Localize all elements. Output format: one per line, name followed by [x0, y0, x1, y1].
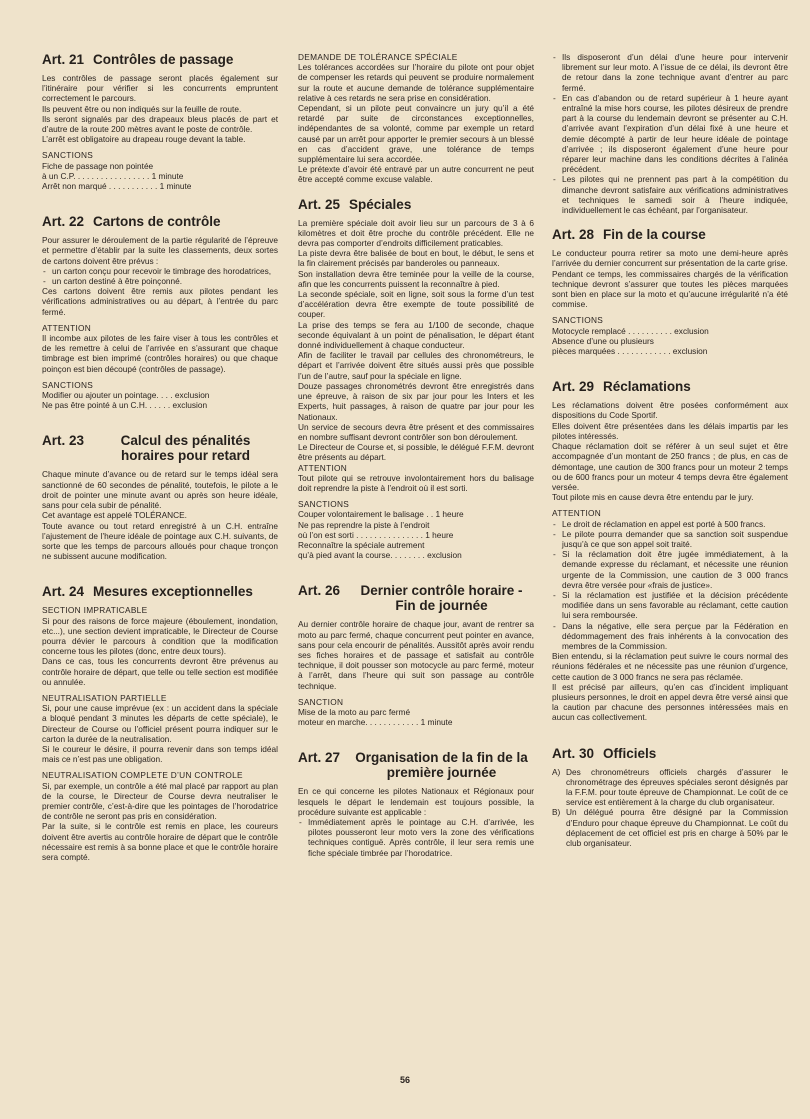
paragraph: Les tolérances accordées sur l’horaire du pilote ont pour objet de compenser les retards qui peuvent se produire normalement sur la route et aucune demande de tolérance supplémentaire relative à ces retards ne sera prise en considération. — [298, 62, 534, 103]
section-gap — [42, 572, 278, 584]
list-label: B) — [552, 807, 561, 818]
article-title: Officiels — [603, 745, 657, 761]
paragraph: La première spéciale doit avoir lieu sur un parcours de 3 à 6 kilomètres et doit être proche du contrôle précédent. Elle ne devra pas comporter d’endroits difficilement praticables. — [298, 217, 534, 249]
paragraph: Dans ce cas, tous les concurrents devront être prévenus au contrôle horaire de départ, que telle ou telle section est modifiée ou annulée. — [42, 656, 278, 687]
article-number: Art. 22 — [42, 214, 85, 230]
article-number: Art. 21 — [42, 52, 85, 67]
section-gap — [42, 202, 278, 214]
sanction-line: à un C.P. . . . . . . . . . . . . . . . . 1 minute — [42, 170, 184, 181]
list-item: - Ils disposeront d’un délai d’une heure pour intervenir librement sur leur moto. A l’issue de ce délai, ils devront être de retour dans la zone technique avant d’entrer au parc fermé. — [562, 52, 788, 93]
sanction-line: Mise de la moto au parc fermé — [298, 706, 411, 717]
subheading: SANCTIONS — [552, 315, 604, 326]
paragraph: Pour assurer le déroulement de la partie régularité de l’épreuve et permettre d’établir par la suite les classements, deux sortes de cartons doivent être prévus : — [42, 235, 278, 266]
lettered-list — [552, 767, 788, 849]
article-heading — [42, 433, 278, 463]
article-title: Spéciales — [349, 196, 412, 212]
article-heading — [552, 227, 788, 242]
paragraph: Tout pilote mis en cause devra être entendu par le jury. — [552, 492, 754, 503]
article-number: Art. 24 — [42, 584, 85, 600]
article-number: Art. 29 — [552, 379, 595, 395]
sanction-line: Reconnaître la spéciale autrement — [298, 539, 425, 550]
paragraph: Tout pilote qui se retrouve involontairement hors du balisage doit reprendre la piste à l’endroit où il est sorti. — [298, 472, 534, 493]
sanction-lines — [42, 161, 278, 192]
paragraph: Si, par exemple, un contrôle a été mal placé par rapport au plan de la course, le Directeur de Course devra neutraliser le premier contrôle, c’est-à-dire que les pointages de l’horodatrice de contrôle ne seront pas pris en considération. — [42, 780, 278, 822]
subheading: DEMANDE DE TOLÉRANCE SPÉCIALE — [298, 52, 458, 62]
paragraph: Cet avantage est appelé TOLÉRANCE. — [42, 510, 187, 521]
subheading: ATTENTION — [552, 508, 602, 519]
dash-list — [552, 519, 788, 652]
article-title: Cartons de contrôle — [93, 214, 221, 230]
paragraph: La prise des temps se fera au 1/100 de seconde, chaque seconde équivalant à un point de pénalisation, le départ étant donné individuellement à chaque conducteur. — [298, 319, 534, 351]
list-item: - Dans la négative, elle sera perçue par la Fédération en dédommagement des frais inhérents à la convocation des membres de la Commission. — [562, 621, 788, 652]
sanction-line: Fiche de passage non pointée — [42, 160, 154, 171]
article-heading — [42, 52, 278, 67]
sanction-line: moteur en marche. . . . . . . . . . . . 1 minute — [298, 717, 453, 728]
article-title: Calcul des pénalités horaires pour retard — [120, 433, 251, 464]
paragraph: L’arrêt est obligatoire au drapeau rouge devant la table. — [42, 134, 246, 145]
sanction-line: Modifier ou ajouter un pointage. . . . exclusion — [42, 390, 210, 401]
paragraph: Les réclamations doivent être posées conformément aux dispositions du Code Sportif. — [552, 400, 788, 421]
list-item: - un carton conçu pour recevoir le timbrage des horodatrices, — [52, 266, 278, 276]
column-right — [552, 52, 788, 859]
paragraph: Ces cartons doivent être remis aux pilotes pendant les vérifications administratives ou au départ, à l’entrée du parc fermé. — [42, 286, 278, 317]
paragraph: Il incombe aux pilotes de les faire viser à tous les contrôles et de les remettre à celui de l’arrivée en s’assurant que chaque timbrage est bien imprimé (contrôles horaires) ou que chaque poinçon est bien découpé (contrôles de passage). — [42, 333, 278, 374]
subheading: NEUTRALISATION PARTIELLE — [42, 692, 167, 703]
article-section — [552, 379, 788, 722]
article-title: Dernier contrôle horaire - Fin de journée — [360, 583, 523, 614]
article-title: Mesures exceptionnelles — [93, 584, 253, 600]
paragraph: Toute avance ou tout retard enregistré à un C.H. entraîne l’ajustement de l’heure idéale de pointage aux C.H. suivants, de sorte que les temps de parcours alloués pour chaque tronçon ne subissent aucune modification. — [42, 520, 278, 562]
article-number: Art. 25 — [298, 196, 341, 212]
list-label: A) — [552, 766, 561, 777]
list-text: Un délégué pourra être désigné par la Commission d’Enduro pour chaque épreuve du Championnat. Le coût du déplacement de cet officiel est pris en charge à 50% par le club organisateur. — [566, 807, 788, 848]
column-middle — [298, 52, 534, 869]
article-title: Réclamations — [603, 379, 691, 395]
subheading: SANCTIONS — [42, 150, 94, 161]
article-heading — [552, 379, 788, 394]
article-section — [298, 750, 534, 857]
article-section — [42, 214, 278, 410]
article-title: Fin de la course — [603, 227, 706, 243]
article-number: Art. 30 — [552, 745, 595, 761]
paragraph: Si, pour une cause imprévue (ex : un accident dans la spéciale a bloqué pendant 3 minutes les départs de cette spéciale), le Directeur de Course ou l’officiel présent pourra indiquer sur le carton la durée de la neutralisation. — [42, 703, 278, 744]
dash-list — [42, 266, 278, 286]
paragraph: Douze passages chronométrés devront être enregistrés dans une épreuve, à raison de six par jour pour les Inters et les Experts, huit passages, à raison de quatre par jour pour les Nationaux. — [298, 380, 534, 422]
article-section — [42, 52, 278, 191]
paragraph: Il est précisé par ailleurs, qu’en cas d’incident impliquant plusieurs personnes, le droit en appel devra être versé ainsi que la caution par chacune des personnes intéressées mais en aucun cas collectivement. — [552, 681, 788, 723]
article-section — [298, 583, 534, 727]
list-item: - Le droit de réclamation en appel est porté à 500 francs. — [562, 519, 788, 529]
article-heading — [552, 746, 788, 761]
list-text: Des chronométreurs officiels chargés d’assurer le chronométrage des épreuves spéciales seront désignés par la F.F.M. pour toute épreuve de Championnat. Le coût de ce service est entièrement à la charge du club organisateur. — [566, 766, 788, 808]
paragraph: Si pour des raisons de force majeure (éboulement, inondation, etc...), une section devient impraticable, le Directeur de Course pourra dévier le parcours à condition que la modification concerne tous les pilotes (donc, entre deux tours). — [42, 615, 278, 657]
sanction-line: Absence d’une ou plusieurs — [552, 335, 654, 346]
paragraph: Elles doivent être présentées dans les délais impartis par les pilotes intéressés. — [552, 420, 788, 441]
sanction-lines — [298, 707, 534, 727]
paragraph: Ils seront signalés par des drapeaux bleus placés de part et d’autre de la route 200 mètres avant le poste de contrôle. — [42, 113, 278, 135]
paragraph: Le prétexte d’avoir été entravé par un autre concurrent ne peut être accepté comme excuse valable. — [298, 164, 534, 185]
article-number: Art. 28 — [552, 227, 595, 243]
article-section — [552, 227, 788, 356]
sanction-line: Ne pas être pointé à un C.H. . . . . . exclusion — [42, 400, 208, 411]
page-number: 56 — [399, 1075, 410, 1085]
article-section — [552, 746, 788, 849]
section-gap — [298, 571, 534, 583]
article-heading — [42, 214, 278, 229]
article-section — [42, 433, 278, 561]
paragraph: Cependant, si un pilote peut convaincre un jury qu’il a été retardé par suite de circonstances exceptionnelles, indépendantes de sa volonté, comme par exemple un retard causé par un arrêt pour apporter le premier secours à un blessé en cas d’accident grave, une tolérance de temps supplémentaire lui sera accordée. — [298, 103, 534, 165]
list-item: - Si la réclamation est justifiée et la décision précédente modifiée dans un sens favorable au réclamant, cette caution lui sera remboursée. — [562, 590, 788, 621]
sanction-line: Arrêt non marqué . . . . . . . . . . . 1 minute — [42, 181, 192, 192]
article-section — [298, 197, 534, 561]
article-number: Art. 23 — [42, 433, 85, 449]
section-gap — [298, 185, 534, 197]
paragraph: Ils peuvent être ou non indiqués sur la feuille de route. — [42, 103, 242, 114]
article-title: Contrôles de passage — [93, 52, 234, 67]
sanction-line: qu’à pied avant la course. . . . . . . . exclusion — [298, 550, 462, 561]
subheading: ATTENTION — [298, 462, 348, 473]
paragraph: Un service de secours devra être présent et des commissaires en nombre suffisant devront contrôler son bon déroulement. — [298, 421, 534, 442]
paragraph: Pendant ce temps, les commissaires chargés de la vérification technique devront s’assurer que toutes les pièces marquées sont bien en place sur la moto et qu’aucune irrégularité n’a été commise. — [552, 268, 788, 310]
subheading: SANCTION — [298, 696, 344, 707]
list-item — [552, 807, 788, 848]
article-heading — [42, 584, 278, 599]
section-gap — [42, 421, 278, 433]
paragraph: Le conducteur pourra retirer sa moto une demi-heure après l’arrivée du dernier concurrent sur présentation de la carte grise. — [552, 248, 788, 269]
paragraph: Bien entendu, si la réclamation peut suivre le cours normal des réunions fédérales et ne nécessite pas une réunion d’urgence, cette caution de 3 000 francs ne sera pas réclamée. — [552, 651, 788, 682]
sanction-line: Couper volontairement le balisage . . 1 heure — [298, 509, 464, 520]
article-number: Art. 27 — [298, 750, 341, 766]
paragraph: Afin de faciliter le travail par cellules des chronométreurs, le départ et l’arrivée doivent être situés aussi près que possible l’un de l’autre, sauf pour la spéciale en ligne. — [298, 350, 534, 381]
paragraph: La piste devra être balisée de bout en bout, le début, le sens et la fin clairement précisés par banderoles ou panneaux. — [298, 248, 534, 269]
sanction-line: Motocycle remplacé . . . . . . . . . . exclusion — [552, 325, 709, 336]
article-number: Art. 26 — [298, 583, 341, 599]
sanction-lines — [298, 509, 534, 560]
article-heading — [298, 750, 534, 780]
column-left — [42, 52, 278, 873]
list-item: - un carton destiné à être poinçonné. — [52, 276, 278, 286]
subheading: NEUTRALISATION COMPLETE D’UN CONTROLE — [42, 770, 243, 781]
sanction-lines — [552, 326, 788, 357]
sanction-line: pièces marquées . . . . . . . . . . . . exclusion — [552, 346, 708, 357]
subheading: SANCTIONS — [42, 379, 94, 390]
paragraph: Au dernier contrôle horaire de chaque jour, avant de rentrer sa moto au parc fermé, chaque concurrent peut pointer en avance, sans pour cela encourir de pénalités. Aussitôt après avoir rendu ses fiches horaires et de passage et satisfait au contrôle technique, il doit pousser son motocycle au parc fermé, moteur à l’arrêt, dans l’heure qui suit son passage au contrôle technique. — [298, 619, 534, 691]
paragraph: La seconde spéciale, soit en ligne, soit sous la forme d’un test d’accélération devra être exempte de toute possibilité de couper. — [298, 289, 534, 320]
article-title: Organisation de la fin de la première journée — [355, 750, 528, 781]
paragraph: Chaque réclamation doit se référer à un seul sujet et être accompagnée d’un montant de 250 francs ; de plus, en cas de démontage, une caution de 300 francs pour un moteur 2 temps ou de 600 francs pour un moteur 4 temps devra être également versée. — [552, 441, 788, 492]
article-heading — [298, 197, 534, 212]
list-item: - En cas d’abandon ou de retard supérieur à 1 heure ayant entraîné la mise hors course, les pilotes désireux de prendre part à la course du lendemain devront se présenter au C.H. d’arrivée avant l’expiration d’un délai fixé à une heure et demie décompté à partir de leur heure idéale de pointage d’arrivée ; ils disposeront également d’une heure pour réparer leur machine dans les conditions décrites à l’alinéa précédent. — [562, 93, 788, 175]
sanction-line: Ne pas reprendre la piste à l’endroit — [298, 519, 430, 530]
list-item: - Les pilotes qui ne prennent pas part à la compétition du dimanche devront satisfaire aux vérifications administratives et techniques le samedi soir à l’heure indiquée, individuellement le cas échéant, par l’organisateur. — [562, 174, 788, 215]
subheading: SECTION IMPRATICABLE — [42, 605, 148, 616]
article-section — [42, 584, 278, 862]
paragraph: Si le coureur le désire, il pourra revenir dans son temps idéal mais ce n’est pas une obligation. — [42, 743, 278, 765]
paragraph: Son installation devra être teminée pour la veille de la course, afin que les concurrents puissent la reconnaître à pied. — [298, 268, 534, 289]
paragraph: Par la suite, si le contrôle est remis en place, les coureurs doivent être avertis au contrôle horaire de départ que le contrôle nécessaire est remis à sa bonne place et que le contrôle horaire sera compté. — [42, 821, 278, 862]
list-item — [552, 766, 788, 808]
paragraph: En ce qui concerne les pilotes Nationaux et Régionaux pour lesquels le départ le lendemain est toujours possible, la procédure suivante est applicable : — [298, 786, 534, 817]
sanction-line: où l’on est sorti . . . . . . . . . . . . . . . 1 heure — [298, 529, 454, 540]
section-gap — [552, 367, 788, 379]
dash-list — [552, 52, 788, 215]
subheading: ATTENTION — [42, 322, 92, 333]
list-item: - Immédiatement après le pointage au C.H. d’arrivée, les pilotes pousseront leur moto vers la zone des vérifications techniques contiguë. Après contrôle, il leur sera remis une fiche spéciale timbrée par l’horodatrice. — [308, 817, 534, 858]
sanction-lines — [42, 390, 278, 410]
dash-list — [298, 817, 534, 858]
list-item: - Le pilote pourra demander que sa sanction soit suspendue jusqu’à ce que son appel soit traité. — [562, 529, 788, 549]
section-gap — [552, 215, 788, 227]
subheading: SANCTIONS — [298, 499, 350, 510]
section-gap — [552, 734, 788, 746]
paragraph: Les contrôles de passage seront placés également sur l’itinéraire pour vérifier si les concurrents empruntent correctement le parcours. — [42, 73, 278, 104]
list-item: - Si la réclamation doit être jugée immédiatement, à la demande expresse du réclamant, et nécessite une réunion urgente de la Commission, une caution de 3 000 francs devra être versée pour «frais de justice». — [562, 549, 788, 590]
article-heading — [298, 583, 534, 613]
paragraph: Le Directeur de Course et, si possible, le délégué F.F.M. devront être présents au départ. — [298, 442, 534, 463]
paragraph: Chaque minute d’avance ou de retard sur le temps idéal sera sanctionné de 60 secondes de pénalité, toutefois, le pilote a le droit de pointer une minute avant ou après son heure idéale, sans pour cela subir de pénalité. — [42, 469, 278, 511]
section-gap — [298, 738, 534, 750]
